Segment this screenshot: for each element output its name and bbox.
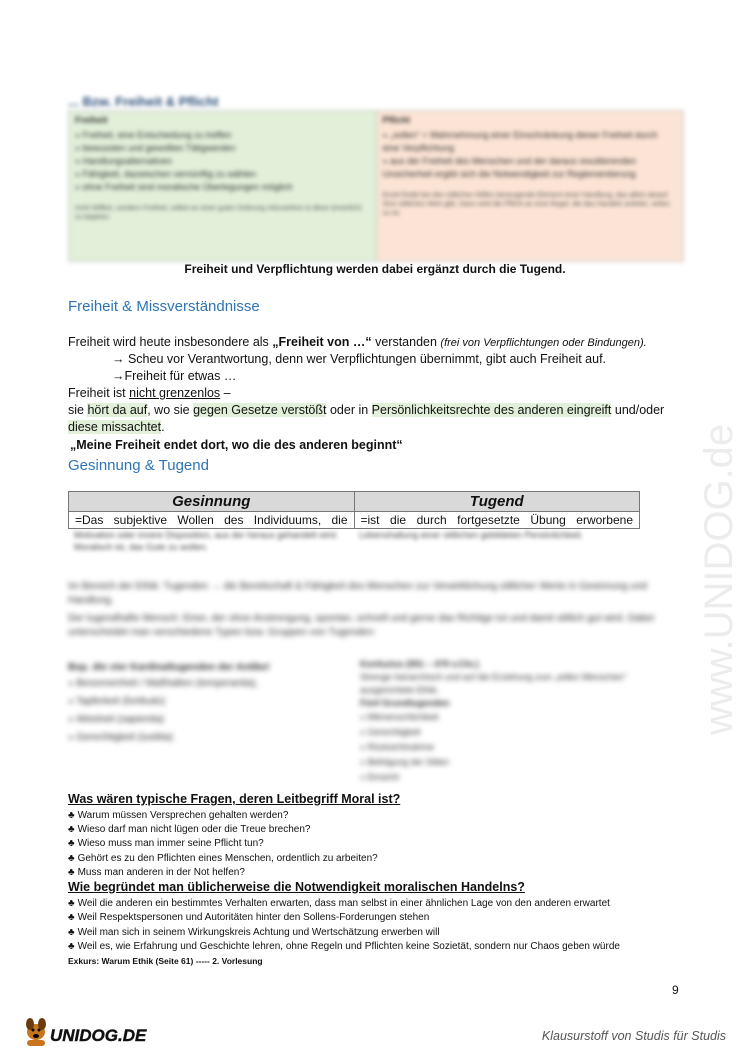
- question-item: [68, 866, 245, 879]
- question-item: [68, 809, 288, 822]
- unidog-logo[interactable]: [22, 1010, 152, 1050]
- pflicht-item: » „sollen“ = Wahrnehmung einer Einschränkung dieser Freiheit durch eine Verpflichtung: [382, 130, 658, 153]
- question-text: Gehört es zu den Pflichten eines Menschen, ordentlich zu arbeiten?: [77, 853, 378, 864]
- list-item: » Befolgung der Sitten: [360, 757, 450, 767]
- club-icon: ♣: [68, 941, 75, 952]
- reason-text: Weil es, wie Erfahrung und Geschichte lehren, ohne Regeln und Pflichten keine Sozietät, sondern nur Chaos geben würde: [77, 941, 620, 952]
- questions-begruendung-title: Wie begründet man üblicherweise die Notwendigkeit moralischen Handelns?: [68, 880, 525, 894]
- cell-tugend-blurred: Lebenshaltung einer sittlichen gebildeten Persönlichkeit.: [359, 530, 584, 540]
- club-icon: ♣: [68, 853, 75, 864]
- reason-item: [68, 897, 610, 910]
- blurred-paragraph-1: Im Bereich der Ethik: Tugenden → die Bereitschaft & Fähigkeit des Menschen zur Verwirklichung sittlicher Werte in Gesinnung und Handlung.: [68, 581, 647, 606]
- text-run-italic: (frei von Verpflichtungen oder Bindungen).: [440, 337, 647, 349]
- reason-text: Weil man sich in seinem Wirkungskreis Achtung und Wertschätzung erwerben will: [77, 927, 440, 938]
- text-run-bold: „Freiheit von …“: [272, 335, 372, 349]
- question-text: Warum müssen Versprechen gehalten werden?: [77, 810, 289, 821]
- konfuzius-list: [360, 658, 680, 785]
- text-run-highlight: Persönlichkeitsrechte des anderen eingreift: [371, 403, 612, 417]
- kardinaltugenden-list: [68, 660, 348, 747]
- question-text: Muss man anderen in der Not helfen?: [77, 867, 245, 878]
- text-run: oder in: [326, 403, 372, 417]
- watermark-text: [660, 320, 750, 740]
- footer-tagline: Klausurstoff von Studis für Studis: [541, 1029, 726, 1043]
- question-item: [68, 837, 264, 850]
- freiheit-note: nicht Willkür, sondern Freiheit, selbst an einer guten Ordnung mitzuwirken & diese (innerlich) zu bejahen: [75, 205, 362, 221]
- club-icon: ♣: [68, 927, 75, 938]
- gesinnung-tugend-blurred-row: [68, 529, 638, 563]
- text-run: Freiheit ist: [68, 386, 130, 400]
- header-gesinnung: Gesinnung: [69, 492, 355, 511]
- list-item: » Tapferkeit (fortitudo): [68, 696, 166, 707]
- club-icon: ♣: [68, 810, 75, 821]
- text-run: und/oder: [611, 403, 665, 417]
- text-run: verstanden: [371, 335, 441, 349]
- table-header-row: [69, 492, 639, 512]
- list-item: » Rücksichtnahme: [360, 742, 435, 752]
- konfuzius-text: Strenge hierarchisch und auf die Erziehung zum „edlen Menschen“ ausgerichtete Ethik.: [360, 672, 627, 695]
- cell-gesinnung: =Das subjektive Wollen des Individuums, die: [69, 512, 355, 528]
- reason-item: [68, 926, 440, 939]
- list-item: » Gerechtigkeit: [360, 727, 421, 737]
- freiheit-item: » Fähigkeit, dazwischen vernünftig zu wählen: [75, 169, 257, 179]
- freiheit-line-3: →Freiheit für etwas …: [112, 369, 237, 383]
- freiheit-column: [69, 111, 377, 261]
- blurred-paragraph-2: Der tugendhafte Mensch: Einer, der ohne Anstrengung, spontan, schnell und gerne das Richtige tut und damit sittlich gut wird. Dabei unterscheidet man verschiedene Typen bzw. Gruppen von Tugenden:: [68, 613, 654, 638]
- question-text: Wieso muss man immer seine Pflicht tun?: [77, 838, 264, 849]
- logo-text: UNIDOG.DE: [50, 1026, 147, 1045]
- pflicht-column-header: Pflicht: [382, 115, 411, 125]
- dog-icon: [26, 1018, 46, 1046]
- club-icon: ♣: [68, 898, 75, 909]
- freiheit-line-1: [68, 334, 647, 352]
- freiheit-item: » bewussten und gewollten Tätigwerden: [75, 143, 236, 153]
- club-icon: ♣: [68, 912, 75, 923]
- reason-text: Weil die anderen ein bestimmtes Verhalten erwarten, dass man selbst in einer ähnlichen Lage von den anderen erwartet: [77, 898, 610, 909]
- question-text: Wieso darf man nicht lügen oder die Treue brechen?: [77, 824, 311, 835]
- freiheit-column-header: Freiheit: [75, 115, 108, 125]
- club-icon: ♣: [68, 824, 75, 835]
- page-number: 9: [672, 983, 679, 997]
- cell-gesinnung-blurred: Motivation oder innere Disposition, aus der heraus gehandelt wird. Moralisch ist, das Gute zu wollen.: [74, 530, 339, 552]
- text-run-highlight: diese missachtet: [68, 420, 162, 434]
- cell-tugend: =ist die durch fortgesetzte Übung erworbene: [360, 513, 633, 527]
- reason-item: [68, 911, 429, 924]
- club-icon: ♣: [68, 867, 75, 878]
- section-title-gesinnung: Gesinnung & Tugend: [68, 457, 209, 474]
- freiheit-line-4: [68, 385, 231, 402]
- list-item: » Gerechtigkeit (iustitia): [68, 732, 174, 743]
- questions-moral-title: Was wären typische Fragen, deren Leitbegriff Moral ist?: [68, 792, 401, 806]
- gesinnung-tugend-table: [68, 491, 640, 529]
- table-caption: Freiheit und Verpflichtung werden dabei ergänzt durch die Tugend.: [184, 262, 566, 276]
- reason-item: [68, 940, 620, 953]
- text-run: sie: [68, 403, 88, 417]
- section-title-freiheit: Freiheit & Missverständnisse: [68, 298, 260, 315]
- reason-text: Weil Respektspersonen und Autoritäten hinter den Sollens-Forderungen stehen: [77, 912, 430, 923]
- text-run-highlight: hört da auf: [87, 403, 148, 417]
- question-item: [68, 852, 378, 865]
- konfuzius-title: Konfuzius (551 – 479 v.Chr.): [360, 659, 479, 669]
- club-icon: ♣: [68, 838, 75, 849]
- text-run: .: [161, 420, 165, 434]
- kardinaltugenden-title: Bsp. die vier Kardinaltugenden der Antike!: [68, 662, 270, 673]
- freiheit-line-2: → Scheu vor Verantwortung, denn wer Verpflichtungen übernimmt, gibt auch Freiheit auf.: [112, 352, 607, 366]
- freiheit-pflicht-table: [68, 110, 684, 262]
- pflicht-item: » aus der Freiheit des Menschen und der daraus resultierenden Unsicherheit ergibt sich die Notwendigkeit zur Reglementierung: [382, 156, 637, 179]
- freiheit-quote: „Meine Freiheit endet dort, wo die des anderen beginnt“: [70, 438, 403, 452]
- exkurs-note: Exkurs: Warum Ethik (Seite 61) ----- 2. Vorlesung: [68, 956, 263, 966]
- list-item: » Mitmenschlichkeit: [360, 712, 439, 722]
- text-run-underlined: nicht grenzenlos: [129, 386, 221, 400]
- konfuzius-subtitle: Fünf Grundtugenden: [360, 698, 450, 708]
- header-tugend: Tugend: [469, 493, 524, 510]
- watermark-label: www.UNIDOG.de: [697, 423, 741, 735]
- text-run-highlight: gegen Gesetze verstößt: [193, 403, 327, 417]
- text-run: Freiheit wird heute insbesondere als: [68, 335, 273, 349]
- table-row: [69, 512, 639, 528]
- freiheit-item: » Freiheit, eine Entscheidung zu treffen: [75, 130, 232, 140]
- question-item: [68, 823, 310, 836]
- freiheit-line-6: [68, 419, 165, 436]
- list-item: » Einsicht: [360, 772, 400, 782]
- pflicht-note: Erzeit findet bei den sittlichen Willen bezeugende Element einer Handlung, das allein darauf Sinn sittlichen Wert gibt. Dann wird die Pflicht an eine Regel, die das Handeln anleitet, selten zu ist.: [382, 192, 670, 217]
- freiheit-item: » ohne Freiheit sind moralische Überlegungen möglich: [75, 182, 293, 192]
- pflicht-column: [377, 111, 684, 261]
- freiheit-line-5: [68, 402, 664, 419]
- freiheit-item: » Handlungsalternativen: [75, 156, 173, 166]
- list-item: » Besonnenheit / Maßhalten (temperantia),: [68, 678, 259, 689]
- list-item: » Weisheit (sapientia): [68, 714, 164, 725]
- top-section-heading: ... Bzw. Freiheit & Pflicht: [68, 94, 219, 109]
- text-run: , wo sie: [147, 403, 194, 417]
- text-run: –: [220, 386, 231, 400]
